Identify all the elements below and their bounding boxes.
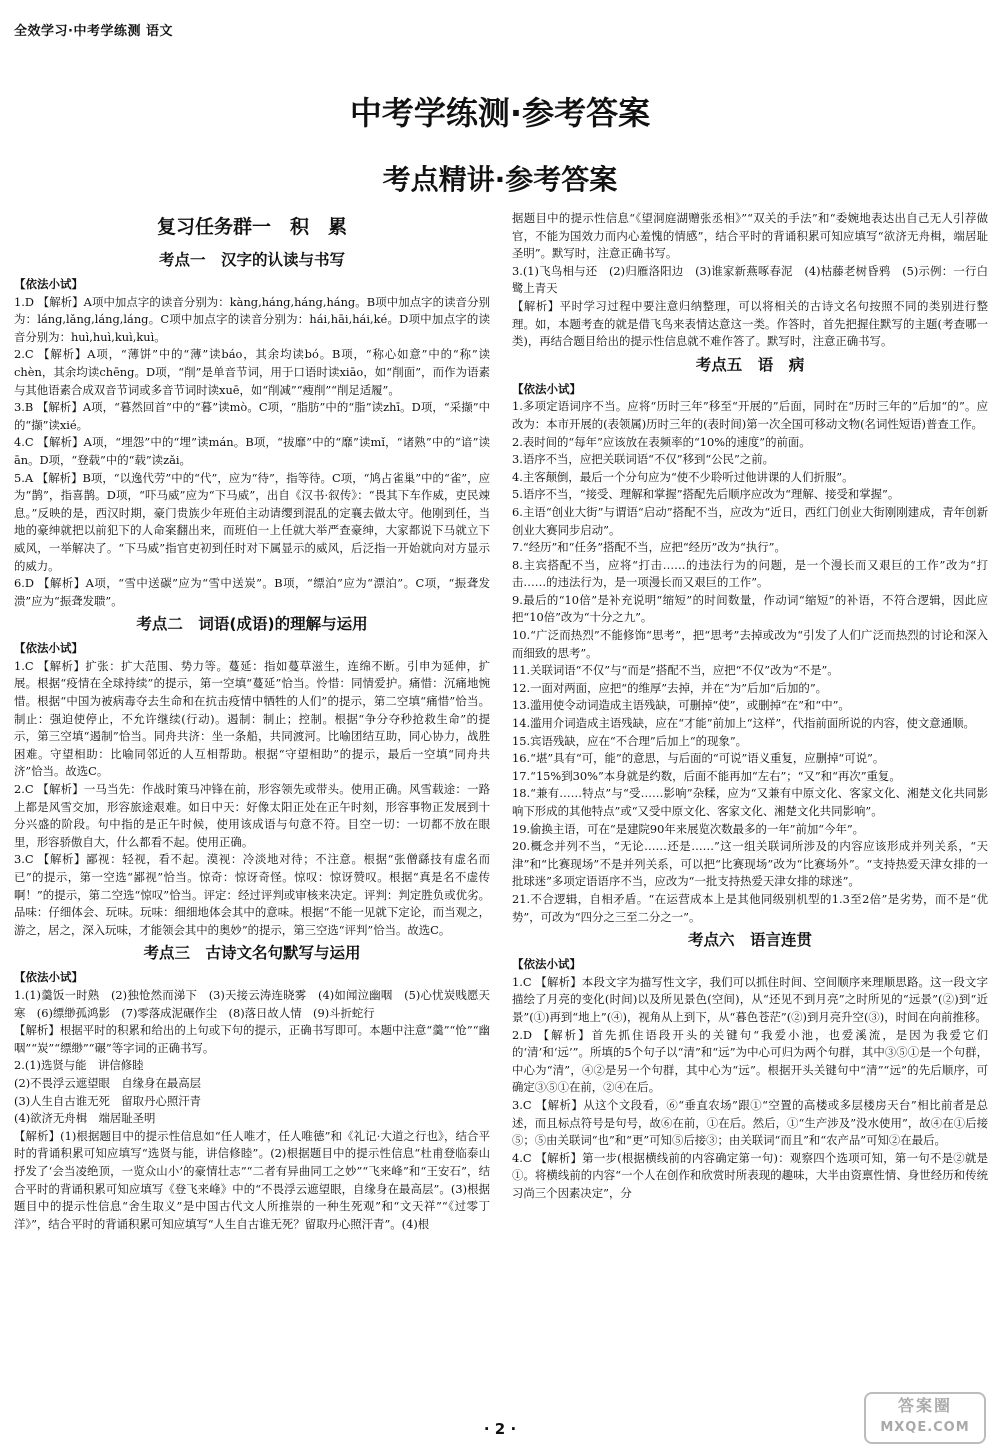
practice-label: 【依法小试】 (14, 641, 83, 656)
answer-paragraph: 9.最后的“10倍”是补充说明“缩短”的时间数量，作动词“缩短”的补语，不符合逻辑，因此应把“10倍”改为“十分之九”。 (512, 592, 988, 625)
answer-paragraph: 2.表时间的“每年”应该放在表频率的“10%的速度”的前面。 (512, 434, 811, 449)
answer-paragraph: 1.多项定语词序不当。应将“历时三年”移至“开展的”后面，同时在“历时三年的”后加“的”。应改为：本市开展的(表领属)历时三年的(表时间)第一次全国可移动文物(名词性短语)普查工作。 (512, 399, 988, 431)
answer-paragraph: 6.D 【解析】A项，“雪中送碳”应为“雪中送炭”。B项，“缥泊”应为“漂泊”。C项，“振聋发溃”应为“振聋发聩”。 (14, 576, 490, 608)
right-column (512, 210, 988, 1202)
page-title: 中考学练测·参考答案 (349, 94, 651, 132)
answer-paragraph: (4)欲济无舟楫 端居耻圣明 (14, 1111, 156, 1126)
answer-paragraph: 13.滥用使令动词造成主语残缺，可删掉“使”，或删掉“在”和“中”。 (512, 698, 850, 713)
answer-paragraph: 1.D 【解析】A项中加点字的读音分别为：kàng,háng,háng,háng。B项中加点字的读音分别为：láng,lǎng,láng,láng。C项中加点字的读音分别为：hái,hāi,hái,ké。D项中加点字的读音分别为：huì,huì,kuì,kuì。 (14, 294, 490, 344)
answer-paragraph: 【解析】平时学习过程中要注意归纳整理，可以将相关的古诗文名句按照不同的类别进行整理。如，本题考查的就是借飞鸟来表情达意这一类。作答时，首先把握住默写的主题(考查哪一类)，再结合题目给出的提示性信息就不难作答了。默写时，注意正确书写。 (512, 298, 988, 349)
answer-paragraph: (3)人生自古谁无死 留取丹心照汗青 (14, 1093, 201, 1108)
answer-paragraph: 1.(1)羹饭一时熟 (2)独怆然而涕下 (3)天接云涛连晓雾 (4)如闻泣幽咽 (5)心忧炭贱愿天寒 (6)缥缈孤鸿影 (7)零落成泥碾作尘 (8)落日故人情 (9)斗折蛇行 (14, 987, 490, 1020)
left-column (14, 212, 490, 1233)
answer-paragraph: 2.C 【解析】一马当先：作战时策马冲锋在前，形容领先或带头。使用正确。风雪载途：一路上都是风雪交加，形容旅途艰难。如日中天：好像太阳正处在正午时刻，形容事物正发展到十分兴盛的阶段。句中指的是正午时候，使用该成语与句意不符。目空一切：一切都不放在眼里，形容骄傲自大，什么都看不起。使用正确。 (14, 782, 490, 849)
practice-label: 【依法小试】 (14, 277, 83, 291)
section-title: 考点精讲·参考答案 (382, 163, 618, 196)
answer-paragraph: 3.(1)飞鸟相与还 (2)归雁洛阳边 (3)谁家新燕啄春泥 (4)枯藤老树昏鸦 (5)示例：一行白鹭上青天 (512, 263, 988, 296)
answer-paragraph: 2.D 【解析】首先抓住语段开头的关键句“我爱小池，也爱溪流，是因为我爱它们的‘清’和‘远’”。所填的5个句子以“清”和“远”为中心可归为两个句群，其中③⑤①是一个句群，中心为“清”，④②是另一个句群，其中心为“远”。根据开头关键句中“清”“远”的先后顺序，可确定③⑤①在前，②④在后。 (512, 1027, 988, 1095)
answer-paragraph: 1.C 【解析】扩张：扩大范围、势力等。蔓延：指如蔓草滋生，连绵不断。引申为延伸，扩展。根据“疫情在全球持续”的提示，第一空填“蔓延”恰当。怜惜：同情爱护。痛惜：沉痛地惋惜。根据“中国为被病毒夺去生命和在抗击疫情中牺牲的人们”的提示，第二空填“痛惜”恰当。制止：强迫使停止，不允许继续(行动)。遏制：制止；控制。根据“争分夺秒抢救生命”的提示，第三空填“遏制”恰当。同舟共济：坐一条船，共同渡河。比喻团结互助，同心协力，战胜困难。守望相助：比喻同邻近的人互相帮助。根据“守望相助”的提示，最后一空填“同舟共济”恰当。故选C。 (14, 658, 490, 779)
answer-paragraph: 3.B 【解析】A项，“暮然回首”中的“暮”读mò。C项，“脂肪”中的“脂”读zhī。D项，“采撷”中的“撷”读xié。 (14, 400, 490, 432)
answer-paragraph: 据题目中的提示性信息“《望洞庭湖赠张丞相》”“双关的手法”和“委婉地表达出自己无人引荐做官，不能为国效力而内心羞愧的情感”，结合平时的背诵积累可知应填写“欲济无舟楫，端居耻圣明”。默写时，注意正确书写。 (512, 211, 988, 261)
answer-paragraph: 1.C 【解析】本段文字为描写性文字，我们可以抓住时间、空间顺序来理顺思路。这一段文字描绘了月亮的变化(时间)以及所见景色(空间)，从“还见不到月亮”之时所见的“远景”(②)到“近景”(①)再到“地上”(④)，视角从上到下，从“暮色苍茫”(②)到月亮升空(③)，时间在向前推移。 (512, 974, 988, 1024)
answer-paragraph: 12.一面对两面，应把“的维厚”去掉，并在“为”后加“后加的”。 (512, 680, 828, 695)
practice-label: 【依法小试】 (512, 381, 581, 396)
watermark-logo (864, 1392, 986, 1444)
answer-paragraph: 14.滥用介词造成主语残缺，应在“才能”前加上“这样”，代指前面所说的内容，使文意通顺。 (512, 716, 975, 731)
answer-paragraph: 2.C 【解析】A项，“薄饼”中的“薄”读báo，其余均读bó。B项，“称心如意”中的“称”读chèn，其余均读chēng。D项，“削”是单音节词，用于口语时读xiāo，如“削面”，而作为语素与其他语素合成双音节词或多音节词时读xuē，如“削减”“瘦削”“削足适履”。 (14, 347, 490, 397)
topic-heading: 考点五 语 病 (695, 355, 805, 374)
answer-paragraph: 16.“堪”具有“可，能”的意思，与后面的“可说”语义重复，应删掉“可说”。 (512, 751, 885, 766)
answer-paragraph: 21.不合逻辑，自相矛盾。“在运营成本上是其他同级别机型的1.3至2倍”是劣势，而不是“优势”，可改为“四分之三至二分之一”。 (512, 891, 988, 924)
answer-paragraph: 3.C 【解析】从这个文段看，⑥“垂直农场”跟①“空置的高楼或多层楼房天台”相比前者是总述，而且标点符号是句号，故⑥在前，①在后。然后，①“生产涉及”没水使用”，故④在①后接⑤；⑤由关联词“也”和“更”可知⑤后接③；由关联词“而且”和“农产品”可知②在最后。 (512, 1097, 988, 1148)
answer-paragraph: 3.C 【解析】鄙视：轻视，看不起。漠视：冷淡地对待；不注意。根据“张僧繇技有虚名而已”的提示，第一空选“鄙视”恰当。惊奇：惊讶奇怪。惊叹：惊讶赞叹。根据“真是名不虚传啊！”的提示，第二空选“惊叹”恰当。评定：经过评判或审核来决定。评判：判定胜负或优劣。品味：仔细体会、玩味。玩味：细细地体会其中的意味。根据“不能一见就下定论，而当观之，游之，居之，深入玩味，才能领会其中的奥妙”的提示，第三空选“评判”恰当。故选C。 (14, 852, 490, 937)
practice-label: 【依法小试】 (512, 957, 581, 972)
topic-heading: 考点六 语言连贯 (687, 931, 812, 950)
answer-paragraph: 5.语序不当，“接受、理解和掌握”搭配先后顺序应改为“理解、接受和掌握”。 (512, 487, 900, 502)
answer-paragraph: 10.“广泛而热烈”不能修饰“思考”，把“思考”去掉或改为“引发了人们广泛而热烈的讨论和深入而细致的思考”。 (512, 628, 988, 660)
answer-paragraph: 6.主语“创业大街”与谓语“启动”搭配不当，应改为“近日，西红门创业大街刚刚建成，青年创新创业大赛同步启动”。 (512, 504, 988, 537)
answer-paragraph: 4.C 【解析】第一步(根据横线前的内容确定第一句)：观察四个选项可知，第一句不是②就是①。将横线前的内容“一个人在创作和欣赏时所表现的趣味，大半由资禀性情、身世经历和传统习尚三个因素决定”，分 (512, 1150, 988, 1200)
answer-paragraph: 4.C 【解析】A项，“埋怨”中的“埋”读mán。B项，“拔靡”中的“靡”读mǐ，“诸熟”中的“谙”读ān。D项，“登载”中的“载”读zǎi。 (14, 435, 490, 467)
answer-paragraph: 19.偷换主语，可在“是建院90年来展览次数最多的一年”前加“今年”。 (512, 821, 865, 836)
answer-paragraph: 18.“兼有……特点”与“受……影响”杂糅，应为“又兼有中原文化、客家文化、湘楚文化共同影响下形成的其他特点”或“又受中原文化、客家文化、湘楚文化共同影响”。 (512, 786, 988, 818)
answer-paragraph: (2)不畏浮云遮望眼 自缘身在最高层 (14, 1075, 201, 1090)
answer-paragraph: 11.关联词语“不仅”与“而是”搭配不当，应把“不仅”改为“不是”。 (512, 663, 839, 678)
answer-paragraph: 7.“经历”和“任务”搭配不当，应把“经历”改为“执行”。 (512, 540, 786, 555)
topic-heading: 考点二 词语(成语)的理解与运用 (136, 615, 368, 634)
task-group-heading: 复习任务群一 积 累 (156, 216, 347, 238)
running-header: 全效学习·中考学练测 语文 (14, 24, 173, 39)
answer-paragraph: 15.宾语残缺，应在“不合理”后加上“的现象”。 (512, 733, 748, 748)
watermark-text: 答案圈 (897, 1396, 952, 1415)
topic-heading: 考点三 古诗文名句默写与运用 (143, 944, 361, 963)
answer-paragraph: 4.主客颠倒，最后一个分句应为“使不少聆听过他讲课的人们折服”。 (512, 469, 854, 484)
answer-paragraph: 3.语序不当，应把关联词语“不仅”移到“公民”之前。 (512, 452, 774, 467)
answer-paragraph: 【解析】根据平时的积累和给出的上句或下句的提示，正确书写即可。本题中注意“羹”“怆”“幽咽”“炭”“缥缈”“碾”等字词的正确书写。 (14, 1023, 490, 1055)
answer-paragraph: 5.A 【解析】B项，“以逸代劳”中的“代”，应为“待”，指等待。C项，“鸠占雀巢”中的“雀”，应为“鹊”，指喜鹊。D项，“吓马威”应为“下马威”，出自《汉书·叙传》：“畏其下车作威，吏民竦息。”反映的是，西汉时期，豪门贵族少年班伯主动请缨到混乱的定襄去做太守。他刚到任，当地的豪绅就把以前犯下的人命案翻出来，而班伯一上任就大举严查豪绅，大家都说下马就立下威风，一举解决了。“下马威”指官吏初到任时对下属显示的威风，后泛指一开始就向对方显示的威力。 (14, 470, 490, 573)
page-number: · 2 · (483, 1420, 517, 1438)
answer-paragraph: 2.(1)选贤与能 讲信修睦 (14, 1058, 144, 1073)
answer-paragraph: 17.“15%到30%”本身就是约数，后面不能再加“左右”；“又”和“再次”重复。 (512, 768, 901, 783)
answer-paragraph: 20.概念并列不当，“无论……还是……”这一组关联词所涉及的内容应该形成并列关系，“天津”和“比赛现场”不是并列关系，可以把“比赛现场”改为“比赛场外”。“支持热爱天津女排的一批球迷”多项定语语序不当，应改为“一批支持热爱天津女排的球迷”。 (512, 839, 988, 889)
practice-label: 【依法小试】 (14, 970, 83, 985)
answer-paragraph: 【解析】(1)根据题目中的提示性信息如“任人唯才，任人唯德”和《礼记·大道之行也》，结合平时的背诵积累可知应填写“选贤与能，讲信修睦”。(2)根据题目中的提示性信息“杜甫登临泰山抒发了‘会当凌绝顶，一览众山小’的豪情壮志”“二者有异曲同工之妙”“飞来峰”和“王安石”，结合平时的背诵积累可知应填写《登飞来峰》中的“不畏浮云遮望眼，自缘身在最高层”。(3)根据题目中的提示性信息“舍生取义”是中国古代文人所推崇的一种生死观”和“文天祥”“《过零丁洋》”，结合平时的背诵积累可知应填写“人生自古谁无死？留取丹心照汗青”。(4)根 (14, 1128, 490, 1231)
topic-heading: 考点一 汉字的认读与书写 (158, 251, 345, 269)
answer-paragraph: 8.主宾搭配不当，应将“打击……的违法行为的问题，是一个漫长而又艰巨的工作”改为“打击……的违法行为，是一项漫长而又艰巨的工作”。 (512, 557, 988, 590)
watermark-url: MXQE.COM (880, 1420, 970, 1435)
